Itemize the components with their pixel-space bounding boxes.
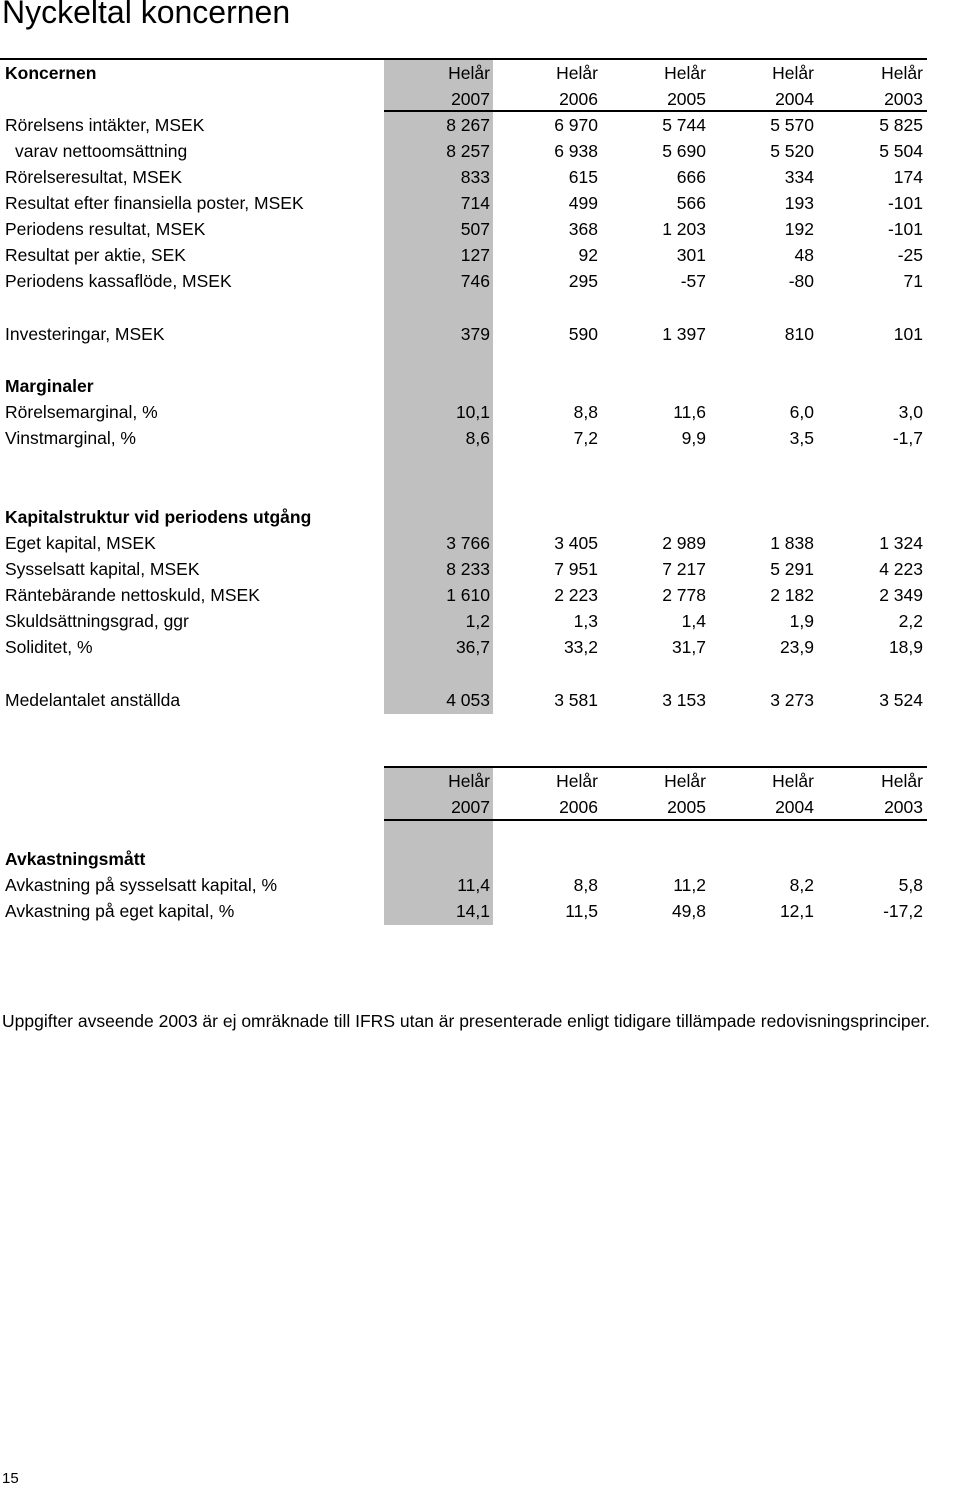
cell-value: 71 bbox=[903, 271, 923, 291]
cell-value: 5 690 bbox=[662, 141, 706, 161]
cell-value: -101 bbox=[887, 193, 923, 213]
row-label: Periodens resultat, MSEK bbox=[5, 219, 206, 239]
header-year: 2004 bbox=[775, 797, 814, 817]
cell-value: 192 bbox=[784, 219, 814, 239]
section-heading-row bbox=[0, 846, 960, 872]
cell-value: 36,7 bbox=[455, 637, 490, 657]
cell-value: 334 bbox=[784, 167, 814, 187]
page-number: 15 bbox=[2, 1470, 19, 1487]
table-row bbox=[0, 634, 960, 660]
cell-value: 6 970 bbox=[554, 115, 598, 135]
cell-value: 8 257 bbox=[446, 141, 490, 161]
table-row bbox=[0, 872, 960, 898]
cell-value: 1,9 bbox=[789, 611, 814, 631]
cell-value: 368 bbox=[568, 219, 598, 239]
cell-value: 5 570 bbox=[770, 115, 814, 135]
cell-value: 11,5 bbox=[565, 901, 598, 921]
section-heading: Marginaler bbox=[5, 376, 94, 396]
table1-header-row bbox=[0, 60, 960, 86]
cell-value: 8,8 bbox=[573, 875, 598, 895]
cell-value: 5 291 bbox=[770, 559, 814, 579]
header-period: Helår bbox=[881, 63, 923, 83]
cell-value: 714 bbox=[460, 193, 490, 213]
page-title: Nyckeltal koncernen bbox=[2, 0, 291, 30]
header-period: Helår bbox=[772, 771, 814, 791]
row-label: Avkastning på eget kapital, % bbox=[5, 901, 235, 921]
header-year: 2005 bbox=[667, 89, 706, 109]
cell-value: 49,8 bbox=[671, 901, 706, 921]
header-year: 2003 bbox=[884, 797, 923, 817]
table-row bbox=[0, 399, 960, 425]
cell-value: 1 324 bbox=[879, 533, 923, 553]
cell-value: 3,5 bbox=[789, 428, 814, 448]
cell-value: 174 bbox=[893, 167, 923, 187]
cell-value: 301 bbox=[676, 245, 706, 265]
cell-value: 101 bbox=[893, 324, 923, 344]
row-label: Resultat efter finansiella poster, MSEK bbox=[5, 193, 304, 213]
cell-value: 2 989 bbox=[662, 533, 706, 553]
cell-value: 1 610 bbox=[446, 585, 490, 605]
cell-value: -17,2 bbox=[883, 901, 923, 921]
footnote: Uppgifter avseende 2003 är ej omräknade till IFRS utan är presenterade enligt tidigare tillämpade redovisningsprinciper. bbox=[2, 1011, 931, 1031]
table1-year-row bbox=[0, 86, 960, 112]
table-row bbox=[0, 582, 960, 608]
cell-value: 11,2 bbox=[673, 875, 706, 895]
cell-value: 5 825 bbox=[879, 115, 923, 135]
cell-value: 7,2 bbox=[573, 428, 598, 448]
cell-value: -101 bbox=[887, 219, 923, 239]
header-period: Helår bbox=[664, 771, 706, 791]
section-heading: Avkastningsmått bbox=[5, 849, 146, 869]
cell-value: 4 053 bbox=[446, 690, 490, 710]
row-label: Periodens kassaflöde, MSEK bbox=[5, 271, 232, 291]
cell-value: 1 838 bbox=[770, 533, 814, 553]
cell-value: 8 233 bbox=[446, 559, 490, 579]
cell-value: 3 581 bbox=[554, 690, 598, 710]
cell-value: 3 153 bbox=[662, 690, 706, 710]
cell-value: 1,3 bbox=[573, 611, 598, 631]
row-label: Soliditet, % bbox=[5, 637, 93, 657]
cell-value: 7 951 bbox=[554, 559, 598, 579]
cell-value: 5,8 bbox=[898, 875, 923, 895]
cell-value: 12,1 bbox=[779, 901, 814, 921]
table-row bbox=[0, 687, 960, 713]
table-row bbox=[0, 138, 960, 164]
header-period: Helår bbox=[664, 63, 706, 83]
table-row bbox=[0, 112, 960, 138]
cell-value: 11,4 bbox=[457, 875, 490, 895]
cell-value: 2,2 bbox=[898, 611, 923, 631]
cell-value: 4 223 bbox=[879, 559, 923, 579]
cell-value: 18,9 bbox=[888, 637, 923, 657]
cell-value: 31,7 bbox=[671, 637, 706, 657]
section-heading-row bbox=[0, 504, 960, 530]
cell-value: 746 bbox=[460, 271, 490, 291]
header-period: Helår bbox=[448, 63, 490, 83]
cell-value: 1 397 bbox=[662, 324, 706, 344]
table-row bbox=[0, 190, 960, 216]
cell-value: 9,9 bbox=[681, 428, 706, 448]
row-label: Eget kapital, MSEK bbox=[5, 533, 156, 553]
cell-value: 33,2 bbox=[563, 637, 598, 657]
row-label: Rörelsens intäkter, MSEK bbox=[5, 115, 205, 135]
cell-value: 7 217 bbox=[662, 559, 706, 579]
cell-value: 1 203 bbox=[662, 219, 706, 239]
header-period: Helår bbox=[772, 63, 814, 83]
cell-value: 2 182 bbox=[770, 585, 814, 605]
header-year: 2003 bbox=[884, 89, 923, 109]
row-label: Vinstmarginal, % bbox=[5, 428, 136, 448]
row-label: Medelantalet anställda bbox=[5, 690, 181, 710]
cell-value: 3 273 bbox=[770, 690, 814, 710]
cell-value: 590 bbox=[568, 324, 598, 344]
table2-header-rule bbox=[384, 819, 927, 821]
table2-year-row bbox=[0, 794, 960, 820]
cell-value: 3 766 bbox=[446, 533, 490, 553]
cell-value: 8,8 bbox=[573, 402, 598, 422]
table-row bbox=[0, 608, 960, 634]
row-label: Resultat per aktie, SEK bbox=[5, 245, 186, 265]
cell-value: 193 bbox=[784, 193, 814, 213]
header-period: Helår bbox=[448, 771, 490, 791]
row-label: Investeringar, MSEK bbox=[5, 324, 165, 344]
table-row bbox=[0, 216, 960, 242]
cell-value: -1,7 bbox=[892, 428, 923, 448]
cell-value: -80 bbox=[788, 271, 814, 291]
cell-value: 507 bbox=[460, 219, 490, 239]
table2-header-row bbox=[0, 768, 960, 794]
section-heading-row bbox=[0, 373, 960, 399]
cell-value: 2 778 bbox=[662, 585, 706, 605]
row-label: Skuldsättningsgrad, ggr bbox=[5, 611, 189, 631]
cell-value: 3 524 bbox=[879, 690, 923, 710]
header-year: 2006 bbox=[559, 797, 598, 817]
table1-section-label: Koncernen bbox=[5, 63, 97, 83]
cell-value: 295 bbox=[568, 271, 598, 291]
table-row bbox=[0, 164, 960, 190]
cell-value: 810 bbox=[784, 324, 814, 344]
section-heading: Kapitalstruktur vid periodens utgång bbox=[5, 507, 312, 527]
header-period: Helår bbox=[556, 63, 598, 83]
cell-value: 8,2 bbox=[789, 875, 814, 895]
header-year: 2006 bbox=[559, 89, 598, 109]
row-label: Räntebärande nettoskuld, MSEK bbox=[5, 585, 260, 605]
header-year: 2007 bbox=[451, 89, 490, 109]
cell-value: 10,1 bbox=[455, 402, 490, 422]
cell-value: 566 bbox=[676, 193, 706, 213]
row-label: varav nettoomsättning bbox=[15, 141, 188, 161]
cell-value: 6 938 bbox=[554, 141, 598, 161]
row-label: Avkastning på sysselsatt kapital, % bbox=[5, 875, 278, 895]
row-label: Rörelsemarginal, % bbox=[5, 402, 158, 422]
row-label: Rörelseresultat, MSEK bbox=[5, 167, 183, 187]
cell-value: 2 349 bbox=[879, 585, 923, 605]
cell-value: 3,0 bbox=[898, 402, 923, 422]
cell-value: 2 223 bbox=[554, 585, 598, 605]
table-row bbox=[0, 556, 960, 582]
header-year: 2007 bbox=[451, 797, 490, 817]
header-year: 2004 bbox=[775, 89, 814, 109]
cell-value: 48 bbox=[794, 245, 814, 265]
table-row bbox=[0, 242, 960, 268]
header-year: 2005 bbox=[667, 797, 706, 817]
table-row bbox=[0, 530, 960, 556]
header-period: Helår bbox=[881, 771, 923, 791]
cell-value: 14,1 bbox=[455, 901, 490, 921]
cell-value: 833 bbox=[460, 167, 490, 187]
table-row bbox=[0, 268, 960, 294]
cell-value: 92 bbox=[578, 245, 598, 265]
cell-value: 615 bbox=[568, 167, 598, 187]
cell-value: -57 bbox=[680, 271, 706, 291]
cell-value: 5 744 bbox=[662, 115, 706, 135]
cell-value: 6,0 bbox=[789, 402, 814, 422]
cell-value: 499 bbox=[568, 193, 598, 213]
cell-value: -25 bbox=[897, 245, 923, 265]
cell-value: 11,6 bbox=[673, 402, 706, 422]
cell-value: 379 bbox=[460, 324, 490, 344]
table-row bbox=[0, 321, 960, 347]
cell-value: 8 267 bbox=[446, 115, 490, 135]
cell-value: 5 504 bbox=[879, 141, 923, 161]
cell-value: 5 520 bbox=[770, 141, 814, 161]
cell-value: 3 405 bbox=[554, 533, 598, 553]
cell-value: 666 bbox=[676, 167, 706, 187]
cell-value: 127 bbox=[460, 245, 490, 265]
table-row bbox=[0, 425, 960, 451]
cell-value: 1,2 bbox=[465, 611, 490, 631]
cell-value: 1,4 bbox=[681, 611, 706, 631]
cell-value: 8,6 bbox=[465, 428, 490, 448]
header-period: Helår bbox=[556, 771, 598, 791]
cell-value: 23,9 bbox=[779, 637, 814, 657]
row-label: Sysselsatt kapital, MSEK bbox=[5, 559, 200, 579]
table-row bbox=[0, 898, 960, 924]
